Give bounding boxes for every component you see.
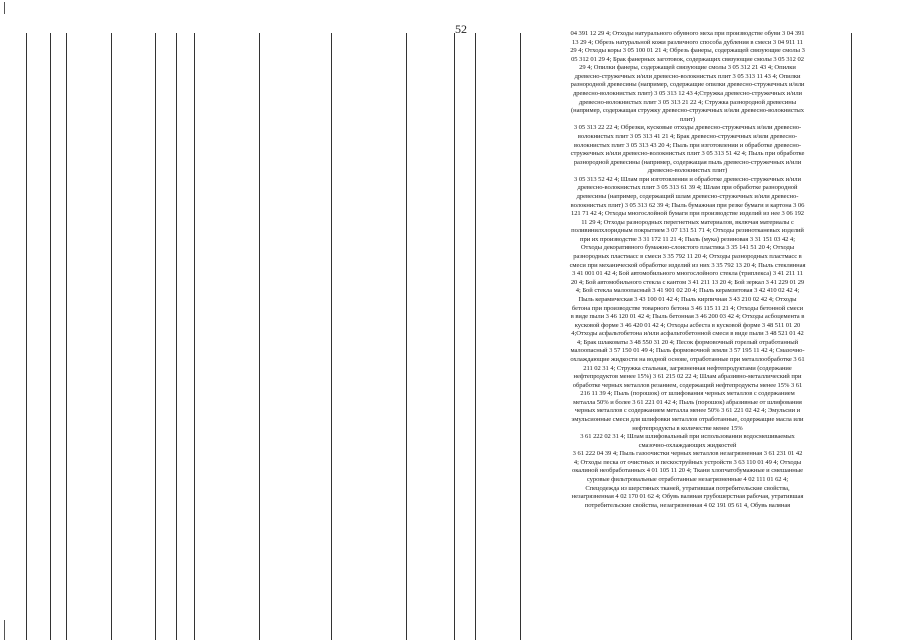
- text-line: древесно-стружечных и/или древесно-волокнистых плит 3 05 313 11 43 4; Опилки: [574, 72, 801, 80]
- text-line: поливинилхлоридным покрытием 3 07 131 51 71 4; Отходы резинотканевых изделий: [571, 227, 804, 235]
- scan-margin-mark: [4, 620, 5, 640]
- text-line: 3 61 222 04 39 4; Пыль газоочистки черных металлов незагрязненная 3 61 231 01 42: [572, 450, 803, 458]
- table-column-divider: [194, 33, 195, 640]
- text-line: 20 4; Бой автомобильного стекла с кантом 3 41 211 13 20 4; Бой зеркал 3 41 229 01 29: [570, 278, 805, 286]
- table-column-divider: [111, 33, 112, 640]
- text-line: волокнистых плит) 3 05 313 62 39 4; Пыль бумажная при резке бумаги и картона 3 06: [570, 201, 805, 209]
- table-column-divider: [454, 33, 455, 640]
- table-column-divider: [50, 33, 51, 640]
- text-line: потребительские свойства, незагрязненная 4 02 191 05 61 4, Обувь валяная: [584, 501, 791, 509]
- text-line: смеси при механической обработке изделий из них 3 35 792 13 20 4; Пыль стеклянная: [569, 261, 806, 269]
- table-border-left: [26, 33, 27, 640]
- text-line: 4; Брак шлаковаты 3 48 550 31 20 4; Песок формовочный горелый отработанный: [576, 338, 799, 346]
- text-line: при их производстве 3 31 172 11 21 4; Пыль (мука) резиновая 3 31 151 03 42 4;: [580, 235, 795, 243]
- text-line: нефтепродуктов менее 15%) 3 61 215 02 22 4; Шлам абразивно-металлический при: [573, 373, 802, 381]
- table-column-divider: [259, 33, 260, 640]
- text-line: 3 41 001 01 42 4; Бой автомобильного многослойного стекла (триплекса) 3 41 211 11: [572, 270, 803, 278]
- text-line: металла 50% и более 3 61 221 01 42 4; Пыль (порошок) абразивные от шлифования: [573, 398, 802, 406]
- text-line: Отходы декоративного бумажно-слоистого пластика 3 35 141 51 20 4; Отходы: [580, 244, 795, 252]
- text-line: древесно-волокнистых плит) 3 05 313 12 43 4;Стружка древесно-стружечных и/или: [573, 90, 802, 98]
- text-line: древесно-волокнистых плит 3 05 313 21 22 4; Стружка разнородной древесины: [578, 98, 797, 106]
- text-line: плит): [679, 115, 696, 123]
- text-line: волокнистых плит 3 05 313 41 21 4; Брак древесно-стружечных и/или древесно-: [577, 132, 798, 140]
- text-line: 04 391 12 29 4; Отходы натурального обувного меха при производстве обуви 3 04 391: [570, 30, 805, 37]
- text-line: охлаждающие жидкости на водной основе, отработанные при металлообработке 3 61: [570, 355, 805, 363]
- table-column-divider: [406, 33, 407, 640]
- text-line: кусковой форме 3 46 420 01 42 4; Отходы асбеста в кусковой форме 3 48 511 01 20: [574, 321, 801, 329]
- text-line: 216 11 39 4; Пыль (порошок) от шлифования черных металлов с содержанием: [580, 390, 795, 398]
- text-line: 211 02 31 4; Стружка стальная, загрязненная нефтепродуктами (содержание: [583, 364, 792, 372]
- text-line: 29 4; Опилки фанеры, содержащей связующие смолы 3 05 312 21 43 4; Опилки: [579, 64, 796, 72]
- text-line: древесины (например, содержащий шлам древесно-стружечных и/или древесно-: [576, 192, 799, 200]
- waste-codes-text-column: [530, 30, 845, 635]
- table-column-divider: [475, 33, 476, 640]
- text-line: обработке черных металлов резанием, содержащий нефтепродукты менее 15% 3 61: [572, 381, 803, 389]
- text-line: (например, содержащая стружку древесно-стружечных и/или древесно-волокнистых: [571, 107, 804, 115]
- text-line: 4; Отходы песка от очистных и пескоструйных устройств 3 63 110 01 49 4; Отходы: [573, 458, 802, 466]
- table-column-divider: [66, 33, 67, 640]
- text-line: Спецодежда из шерстяных тканей, утратившая потребительские свойства,: [585, 484, 790, 492]
- text-line: в виде пыли 3 46 120 01 42 4; Пыль бетонная 3 46 200 03 42 4; Отходы асбоцемента в: [570, 313, 805, 321]
- text-line: 3 05 313 22 22 4; Обрезки, кусковые отходы древесно-стружечных и/или древесно-: [573, 124, 802, 132]
- table-column-divider: [176, 33, 177, 640]
- text-line: 11 29 4; Отходы разнородных перегнетных материалов, включая материалы с: [581, 218, 794, 226]
- text-line: Пыль керамическая 3 43 100 01 42 4; Пыль кирпичная 3 43 210 02 42 4; Отходы: [578, 295, 797, 303]
- text-line: стружечных и/или древесно-волокнистых плит 3 05 313 51 42 4; Пыль при обработке: [570, 150, 805, 158]
- text-line: незагрязненная 4 02 170 01 62 4; Обувь валяная грубошерстная рабочая, утратившая: [571, 493, 804, 501]
- text-line: волокнистых плит 3 05 313 43 20 4; Пыль при изготовлении и обработке древесно-: [573, 141, 802, 149]
- text-line: древесно-волокнистых плит 3 05 313 61 39 4; Шлам при обработке разнородной: [577, 184, 798, 192]
- text-line: древесно-волокнистых плит): [647, 167, 728, 175]
- text-line: 3 05 313 52 42 4; Шлам при изготовлении и обработке древесно-стружечных и/или: [574, 175, 801, 183]
- text-line: суровые фильтровальные отработанные незагрязненные 4 02 111 01 62 4;: [586, 476, 789, 484]
- text-line: 3 61 222 02 31 4; Шлам шлифовальный при использовании водосмешиваемых: [580, 433, 795, 441]
- text-line: окалиной необработанных 4 01 105 11 20 4; Ткани хлопчатобумажные и смешанные: [572, 467, 803, 475]
- table-column-divider: [155, 33, 156, 640]
- text-line: эмульсионные смеси для шлифовки металлов отработанные, содержащие масла или: [571, 416, 804, 424]
- page-number: 52: [455, 22, 467, 36]
- text-line: нефтепродукты в количестве менее 15%: [632, 424, 743, 432]
- text-line: малоопасный 3 57 150 01 49 4; Пыль формовочной земли 3 57 195 11 42 4; Смазочно-: [570, 347, 805, 355]
- text-line: разнородных пластмасс в смеси 3 35 792 11 20 4; Отходы разнородных пластмасс в: [573, 253, 802, 261]
- text-line: 121 71 42 4; Отходы многослойной бумаги при производстве изделий из нее 3 06 192: [570, 210, 805, 218]
- text-line: разнородной древесины (например, содержащие опилки древесно-стружечных и/или: [570, 81, 805, 89]
- text-line: 13 29 4; Обрезь натуральной кожи различного способа дубления в смеси 3 04 911 11: [572, 38, 803, 46]
- text-line: 05 312 01 29 4; Брак фанерных заготовок, содержащих связующие смолы 3 05 312 02: [571, 55, 804, 63]
- table-column-divider: [331, 33, 332, 640]
- text-line: бетона при производстве товарного бетона 3 46 115 11 21 4; Отходы бетонной смеси: [571, 304, 804, 312]
- text-line: 4; Бой стекла малоопасный 3 41 901 02 20 4; Пыль керамзитовая 3 42 410 02 42 4;: [575, 287, 800, 295]
- text-line: смазочно-охлаждающих жидкостей: [638, 441, 737, 449]
- text-line: черных металлов с содержанием металла менее 50% 3 61 221 02 42 4; Эмульсии и: [574, 407, 801, 415]
- table-column-divider: [520, 33, 521, 640]
- text-line: 4;Отходы асфальтобетона и/или асфальтобетонной смеси в виде пыли 3 48 521 01 42: [571, 330, 804, 338]
- text-line: 29 4; Отходы коры 3 05 100 01 21 4; Обрезь фанеры, содержащей связующие смолы 3: [570, 47, 805, 55]
- text-line: разнородной древесины (например, содержащая пыль древесно-стружечных и/или: [573, 158, 802, 166]
- scan-margin-mark: [4, 2, 5, 14]
- table-border-right: [851, 33, 852, 640]
